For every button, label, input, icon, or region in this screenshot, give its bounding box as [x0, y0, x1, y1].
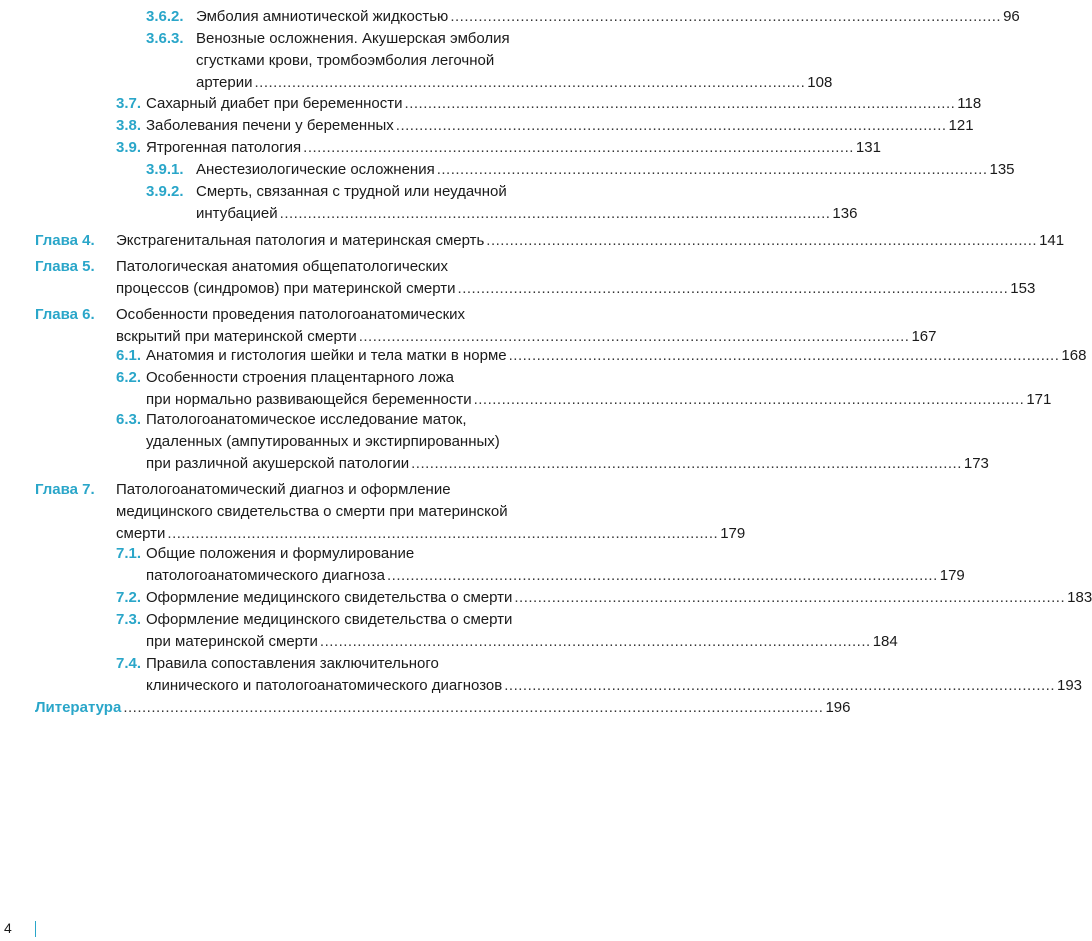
toc-entry-title: клинического и патологоанатомического диагнозов — [146, 677, 503, 694]
toc-entry-number: Глава 5. — [35, 258, 95, 275]
toc-entry-title: Анестезиологические осложнения — [196, 161, 435, 178]
toc-entry-title: Патологоанатомический диагноз и оформление — [116, 481, 451, 498]
toc-entry-title: Сахарный диабет при беременности — [146, 95, 403, 112]
toc-entry-page: 135 — [989, 161, 1015, 178]
toc-entry-title: Смерть, связанная с трудной или неудачной — [196, 183, 507, 200]
toc-entry-title: Эмболия амниотической жидкостью — [196, 8, 449, 25]
toc-entry-title: сгустками крови, тромбоэмболия легочной — [196, 52, 495, 69]
toc-entry-page: 118 — [957, 95, 982, 112]
toc-entry-number: 3.9.1. — [146, 161, 184, 178]
toc-entry-page: 168 — [1061, 347, 1087, 364]
toc-entry-title: Экстрагенитальная патология и материнская смерть — [116, 232, 485, 249]
toc-entry-title: вскрытий при материнской смерти — [116, 328, 357, 345]
toc-entry-title: процессов (синдромов) при материнской смерти — [116, 280, 456, 297]
toc-entry-page: 179 — [720, 525, 746, 542]
toc-entry-number: 6.3. — [116, 411, 142, 428]
toc-entry-number: Глава 4. — [35, 232, 95, 249]
toc-entry-title: Общие положения и формулирование — [146, 545, 415, 562]
toc-entry-page: 131 — [855, 139, 881, 156]
toc-entry-number: 6.2. — [116, 369, 142, 386]
toc-entry-title: артерии — [196, 74, 253, 91]
toc-entry-title: Оформление медицинского свидетельства о смерти — [146, 589, 513, 606]
toc-entry-number: 7.1. — [116, 545, 142, 562]
toc-entry-number: 3.7. — [116, 95, 142, 112]
toc-entry-page: 193 — [1057, 677, 1083, 694]
toc-entry-number: 7.3. — [116, 611, 142, 628]
page-number: 4 — [4, 920, 12, 936]
toc-entry-title: Особенности проведения патологоанатомических — [116, 306, 466, 323]
toc-entry-title: Анатомия и гистология шейки и тела матки в норме — [146, 347, 507, 364]
toc-entry-title: при материнской смерти — [146, 633, 318, 650]
toc-entry-page: 153 — [1010, 280, 1036, 297]
toc-entry-page: 96 — [1003, 8, 1020, 25]
toc-entry-number: Глава 6. — [35, 306, 95, 323]
toc-entry-title: при нормально развивающейся беременности — [146, 391, 472, 408]
toc-entry-number: 7.4. — [116, 655, 142, 672]
toc-entry-number: 3.8. — [116, 117, 142, 134]
toc-entry-page: 196 — [825, 699, 851, 716]
toc-entry-title: Венозные осложнения. Акушерская эмболия — [196, 30, 510, 47]
toc-entry-number: 3.9.2. — [146, 183, 184, 200]
toc-entry-number: 3.6.2. — [146, 8, 184, 25]
table-of-contents: 3.6.2. Эмболия амниотической жидкостью ...................................................................................................................... 96 3.6.3. Венозные осложнения. Акушерская эмболия сгустками крови, тромбоэмболия легочной артерии ...................................................................................................................... 108 3.7. Сахарный диабет при беременности ...................................................................................................................... 118 3.8. Заболевания печени у беременных ...................................................................................................................... 121 3.9. Ятрогенная патология ...................................................................................................................... 131 3.9.1. Анестезиологические осложнения ...................................................................................................................... 135 3.9.2. Смерть, связанная с трудной или неудачной интубацией ...................................................................................................................... 136 Глава 4. Экстрагенитальная патология и материнская смерть ...................................................................................................................... 141 Глава 5. Патологическая анатомия общепатологических процессов (синдромов) при материнской смерти ...................................................................................................................... 153 Глава 6. Особенности проведения патологоанатомических вскрытий при материнской смерти ...................................................................................................................... 167 6.1. Анатомия и гистология шейки и тела матки в норме ...................................................................................................................... 168 6.2. Особенности строения плацентарного ложа при нормально развивающейся беременности ...................................................................................................................... 171 6.3. Патологоанатомическое исследование маток, удаленных (ампутированных и экстирпированных) при различной акушерской патологии ...................................................................................................................... 173 Глава 7. Патологоанатомический диагноз и оформление медицинского свидетельства о смерти при материнской смерти ...................................................................................................................... 179 7.1. Общие положения и формулирование патологоанатомического диагноза ...................................................................................................................... 179 7.2. Оформление медицинского свидетельства о смерти ...................................................................................................................... 183 7.3. Оформление медицинского свидетельства о смерти при материнской смерти ...................................................................................................................... 184 7.4. Правила сопоставления заключительного клинического и патологоанатомического диагнозов ...................................................................................................................... 193 Литература ...................................................................................................................................................... 196 — [0, 0, 615, 941]
toc-entry-title: Ятрогенная патология — [146, 139, 302, 156]
toc-entry-title: Оформление медицинского свидетельства о смерти — [146, 611, 513, 628]
toc-entry-page: 136 — [832, 205, 858, 222]
toc-entry-title: Патологоанатомическое исследование маток, — [146, 411, 467, 428]
toc-entry-number: Глава 7. — [35, 481, 95, 498]
toc-entry-title: медицинского свидетельства о смерти при материнской — [116, 503, 508, 520]
toc-entry-title: при различной акушерской патологии — [146, 455, 410, 472]
toc-entry-number: Литература — [35, 699, 122, 716]
toc-entry-title: удаленных (ампутированных и экстирпированных) — [146, 433, 500, 450]
toc-entry-number: 3.9. — [116, 139, 142, 156]
toc-entry-number: 7.2. — [116, 589, 142, 606]
toc-entry-page: 179 — [939, 567, 965, 584]
toc-entry-title: Особенности строения плацентарного ложа — [146, 369, 455, 386]
toc-entry-title: смерти — [116, 525, 166, 542]
toc-entry-number: 6.1. — [116, 347, 142, 364]
toc-entry-page: 184 — [872, 633, 898, 650]
toc-entry-page: 108 — [807, 74, 833, 91]
toc-entry-number: 3.6.3. — [146, 30, 184, 47]
toc-entry-title: патологоанатомического диагноза — [146, 567, 385, 584]
toc-entry-title: интубацией — [196, 205, 278, 222]
toc-entry-title: Заболевания печени у беременных — [146, 117, 394, 134]
toc-entry-page: 171 — [1026, 391, 1052, 408]
toc-entry-page: 167 — [911, 328, 937, 345]
toc-entry-page: 121 — [948, 117, 974, 134]
footer-divider — [35, 921, 36, 937]
toc-entry-page: 141 — [1039, 232, 1065, 249]
toc-entry-title: Патологическая анатомия общепатологических — [116, 258, 448, 275]
toc-entry-title: Правила сопоставления заключительного — [146, 655, 439, 672]
toc-entry-page: 183 — [1067, 589, 1092, 606]
toc-entry-page: 173 — [963, 455, 989, 472]
